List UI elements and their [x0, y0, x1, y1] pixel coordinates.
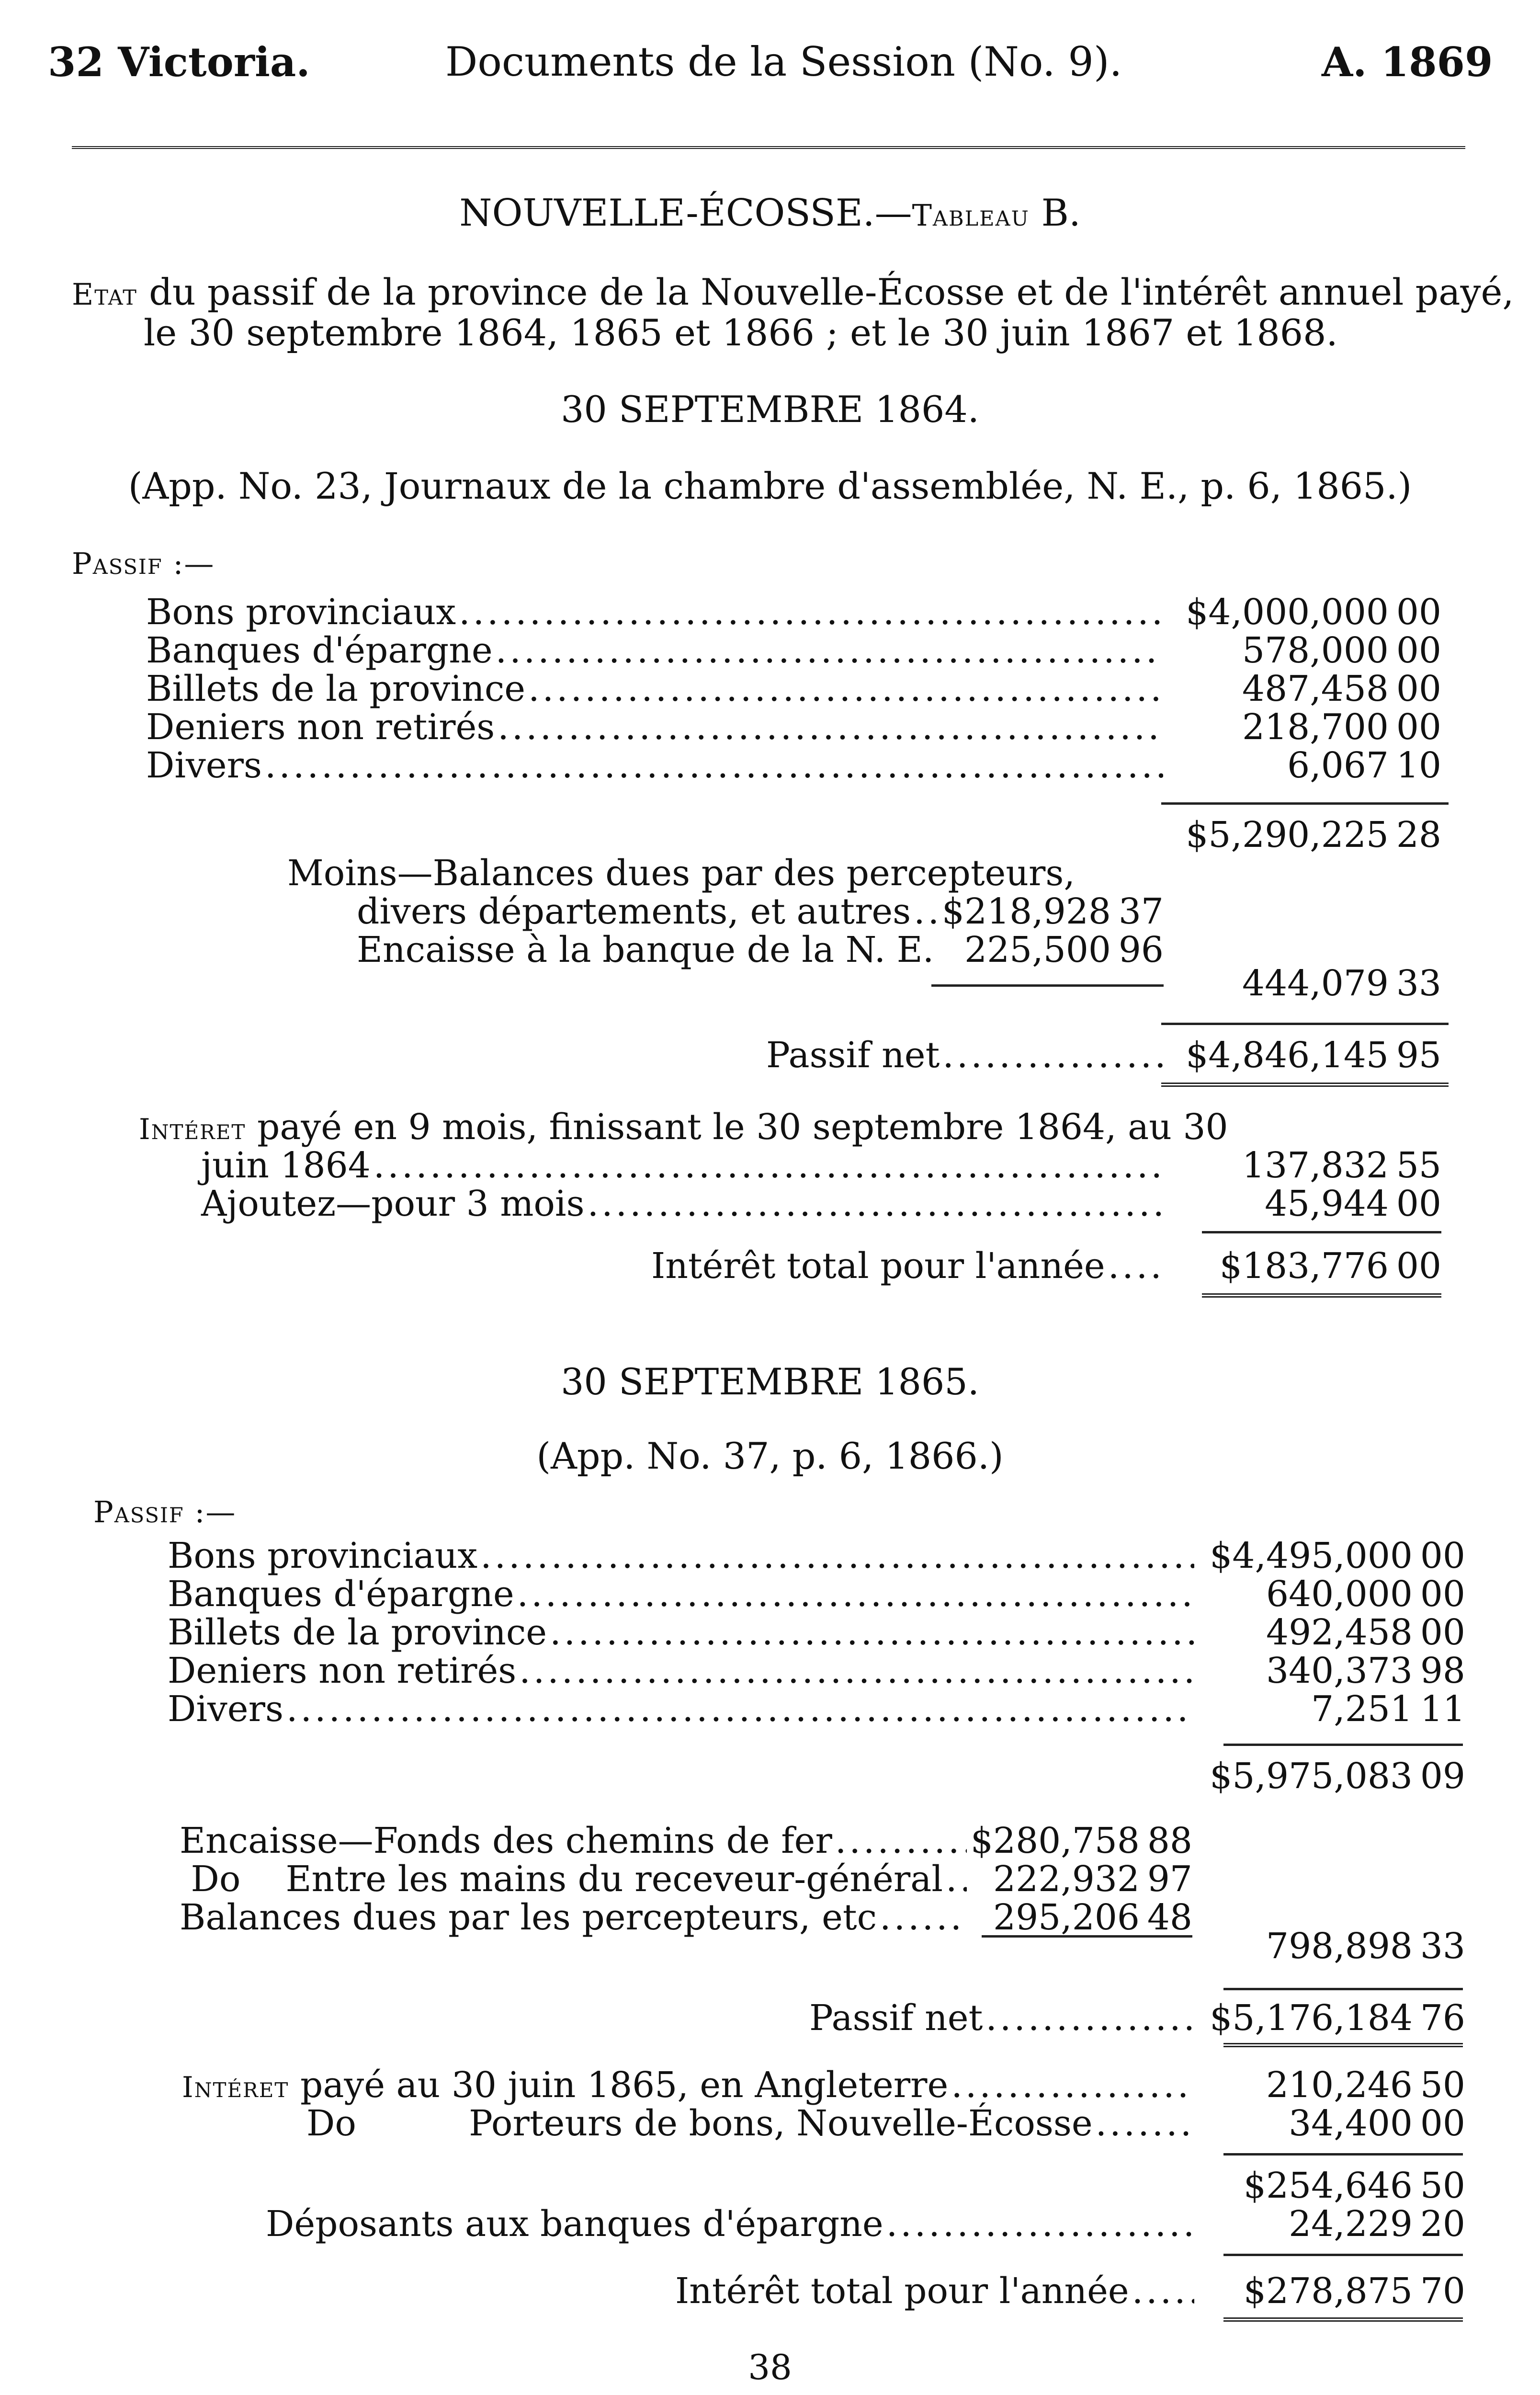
section1-net-row	[766, 1035, 1168, 1076]
leader-dots	[374, 1145, 1163, 1186]
section2-deduction-total-cents: 33	[1420, 1926, 1465, 1967]
section1-interest-amount	[1116, 1183, 1441, 1224]
section1-item-cents: 10	[1396, 745, 1441, 786]
section1-source: (App. No. 23, Journaux de la chambre d'assemblée, N. E., p. 6, 1865.)	[128, 465, 1412, 507]
section1-deduction-amount	[838, 929, 1164, 970]
leader-dots	[498, 707, 1163, 748]
section1-deduction-label: divers départements, et autres	[357, 891, 911, 932]
section2-deduction-cents: 97	[1147, 1859, 1192, 1900]
header-document-title: Documents de la Session (No. 9).	[445, 38, 1122, 85]
leader-dots	[480, 1535, 1194, 1576]
section2-interest-label: Do Porteurs de bons, Nouvelle-Écosse	[306, 2103, 1093, 2144]
section2-item-cents: 00	[1420, 1612, 1465, 1653]
section1-item-cents: 00	[1396, 592, 1441, 633]
section2-heading: 30 SEPTEMBRE 1865.	[561, 1360, 979, 1403]
section2-item-label: Bons provinciaux	[168, 1535, 478, 1576]
section2-item-label: Divers	[168, 1688, 283, 1730]
intro-line1-text: du passif de la province de la Nouvelle-Écosse et de l'intérêt annuel payé,	[137, 271, 1514, 313]
section1-net-dollars: $4,846,145	[1186, 1035, 1389, 1076]
section2-deduction-amount	[867, 1859, 1192, 1900]
section1-item-cents: 00	[1396, 630, 1441, 671]
section2-total-row	[675, 2270, 1197, 2312]
section2-net-label: Passif net	[809, 1997, 983, 2039]
leader-dots	[528, 668, 1163, 709]
section1-interest-label: Ajoutez—pour 3 mois	[201, 1183, 585, 1224]
section2-net-dollars: $5,176,184	[1210, 1997, 1413, 2039]
section1-item-amount	[1116, 745, 1441, 786]
page-number: 38	[748, 2347, 792, 2387]
table-title	[0, 192, 1540, 235]
section2-item-cents: 11	[1420, 1688, 1465, 1730]
section2-interest-subtotal-dollars: $254,646	[1243, 2165, 1413, 2206]
section1-item-row	[146, 592, 1166, 633]
section1-item-label: Deniers non retirés	[146, 707, 495, 748]
section2-item-dollars: 7,251	[1311, 1688, 1413, 1730]
section2-net-rule	[1223, 1988, 1463, 1990]
section1-heading: 30 SEPTEMBRE 1864.	[561, 388, 979, 431]
section1-interest-row	[201, 1145, 1166, 1186]
section1-item-dollars: 487,458	[1242, 668, 1389, 709]
section1-net-label: Passif net	[766, 1035, 940, 1076]
section1-subtotal-rule	[1161, 802, 1449, 805]
section1-item-dollars: 6,067	[1287, 745, 1389, 786]
section1-item-amount	[1116, 707, 1441, 748]
leader-dots	[496, 630, 1163, 671]
section1-deduction-amount	[838, 891, 1164, 932]
leader-dots	[517, 1574, 1194, 1615]
section1-interest-amount	[1116, 1145, 1441, 1186]
section2-total-cents: 70	[1420, 2270, 1465, 2312]
section1-deduction-label: Encaisse à la banque de la N. E.	[357, 929, 934, 970]
section2-deduction-dollars: 295,206	[993, 1897, 1140, 1938]
section2-deduction-label: Do Entre les mains du receveur-général	[180, 1859, 943, 1900]
section2-item-amount	[1140, 1688, 1465, 1730]
section2-interest-dollars: 34,400	[1289, 2103, 1413, 2144]
section1-item-row	[146, 630, 1166, 671]
section2-deposants-cents: 20	[1420, 2203, 1465, 2245]
section1-total-double-rule	[1202, 1293, 1441, 1298]
section1-deduction-total-cents: 33	[1396, 963, 1441, 1004]
section2-item-row	[168, 1574, 1197, 1615]
section2-deduction-label: Balances dues par les percepteurs, etc	[180, 1897, 877, 1938]
section2-item-amount	[1140, 1650, 1465, 1691]
leader-dots	[459, 592, 1163, 633]
section1-item-row	[146, 745, 1166, 786]
section2-item-row	[168, 1650, 1197, 1691]
section2-interest-subtotal	[1140, 2165, 1465, 2206]
section2-interest-cents: 50	[1420, 2064, 1465, 2106]
section2-deduction-cents: 88	[1147, 1820, 1192, 1861]
section2-subtotal-cents: 09	[1420, 1756, 1465, 1797]
section1-interest-lead: Intéret	[139, 1113, 246, 1146]
intro-line-1	[72, 271, 1514, 313]
section2-deposants-amount	[1140, 2203, 1465, 2245]
section2-total-dollars: $278,875	[1243, 2270, 1413, 2312]
section1-item-amount	[1116, 630, 1441, 671]
section1-total-label: Intérêt total pour l'année	[651, 1245, 1105, 1287]
section1-total-row	[651, 1245, 1166, 1287]
section2-item-amount	[1140, 1574, 1465, 1615]
intro-lead: Etat	[72, 277, 137, 312]
section1-total	[1116, 1245, 1441, 1287]
section1-deduction-dollars: 225,500	[964, 929, 1111, 970]
section2-deposants-row	[266, 2203, 1197, 2245]
section2-interest-subtotal-rule	[1223, 2153, 1463, 2156]
section2-item-cents: 00	[1420, 1574, 1465, 1615]
section1-interest-dollars: 137,832	[1242, 1145, 1389, 1186]
section2-deduction-row	[180, 1897, 970, 1938]
section2-interest-amount	[1140, 2103, 1465, 2144]
section2-interest-row	[182, 2064, 1197, 2106]
section1-net-cents: 95	[1396, 1035, 1441, 1076]
section2-item-dollars: 492,458	[1266, 1612, 1413, 1653]
section1-deduction-total	[1116, 963, 1441, 1004]
section1-item-dollars: $4,000,000	[1186, 592, 1389, 633]
section2-item-dollars: 340,373	[1266, 1650, 1413, 1691]
section1-deduction-cents: 37	[1118, 891, 1164, 932]
section2-net-row	[809, 1997, 1197, 2039]
section2-subtotal-rule	[1223, 1744, 1463, 1746]
section2-subtotal	[1140, 1756, 1465, 1797]
section1-interest-dollars: 45,944	[1265, 1183, 1389, 1224]
section1-deduction-cents: 96	[1118, 929, 1164, 970]
section2-deduction-dollars: $280,758	[970, 1820, 1140, 1861]
section2-item-label: Deniers non retirés	[168, 1650, 517, 1691]
section1-item-cents: 00	[1396, 707, 1441, 748]
section2-deduction-row	[180, 1859, 970, 1900]
section1-item-amount	[1116, 592, 1441, 633]
section2-item-cents: 98	[1420, 1650, 1465, 1691]
section2-total-double-rule	[1223, 2317, 1463, 2322]
section2-deduction-label: Encaisse—Fonds des chemins de fer	[180, 1820, 832, 1861]
section1-item-label: Billets de la province	[146, 668, 526, 709]
section2-item-dollars: $4,495,000	[1210, 1535, 1413, 1576]
section2-deduction-total-dollars: 798,898	[1266, 1926, 1413, 1967]
header-rule	[72, 146, 1465, 149]
section2-interest-cents: 00	[1420, 2103, 1465, 2144]
section2-total	[1140, 2270, 1465, 2312]
header-year: A. 1869	[1322, 38, 1493, 86]
section2-item-amount	[1140, 1612, 1465, 1653]
leader-dots	[265, 745, 1163, 786]
section1-deduction-dollars: $218,928	[941, 891, 1111, 932]
section2-item-cents: 00	[1420, 1535, 1465, 1576]
section1-interest-row	[201, 1183, 1166, 1224]
section1-item-dollars: 578,000	[1242, 630, 1389, 671]
section2-interest-label: payé au 30 juin 1865, en Angleterre	[289, 2064, 949, 2106]
section2-deduction-amount	[867, 1820, 1192, 1861]
section2-interest-amount	[1140, 2064, 1465, 2106]
section2-item-label: Billets de la province	[168, 1612, 547, 1653]
section2-item-label: Banques d'épargne	[168, 1574, 514, 1615]
section1-item-row	[146, 707, 1166, 748]
section1-passif-label: Passif :—	[72, 546, 215, 581]
section1-interest-line1: payé en 9 mois, finissant le 30 septembre 1864, au 30	[246, 1106, 1228, 1148]
section2-interest-lead: Intéret	[182, 2071, 289, 2104]
section1-item-label: Divers	[146, 745, 262, 786]
section1-subtotal	[1116, 814, 1441, 855]
section2-item-row	[168, 1535, 1197, 1576]
section2-item-amount	[1140, 1535, 1465, 1576]
section2-net	[1140, 1997, 1465, 2039]
section1-item-label: Bons provinciaux	[146, 592, 456, 633]
title-tableau: Tableau	[912, 198, 1030, 233]
section2-net-double-rule	[1223, 2043, 1463, 2047]
section2-deduction-row	[180, 1820, 970, 1861]
section1-moins-line: Moins—Balances dues par des percepteurs,	[287, 853, 1075, 894]
section2-deduction-cents: 48	[1147, 1897, 1192, 1938]
section2-deposants-dollars: 24,229	[1289, 2203, 1413, 2245]
section2-deduction-dollars: 222,932	[993, 1859, 1140, 1900]
section2-interest-subtotal-cents: 50	[1420, 2165, 1465, 2206]
section1-net	[1116, 1035, 1441, 1076]
section1-item-row	[146, 668, 1166, 709]
section1-item-dollars: 218,700	[1242, 707, 1389, 748]
title-main: NOUVELLE-ÉCOSSE.—	[459, 192, 912, 235]
section2-source: (App. No. 37, p. 6, 1866.)	[536, 1435, 1004, 1477]
section2-item-row	[168, 1612, 1197, 1653]
section1-deduction-total-dollars: 444,079	[1242, 963, 1389, 1004]
section1-net-double-rule	[1161, 1083, 1449, 1087]
leader-dots	[286, 1688, 1194, 1730]
section1-subtotal-cents: 28	[1396, 814, 1441, 855]
leader-dots	[588, 1183, 1163, 1224]
section1-interest-cents: 00	[1396, 1183, 1441, 1224]
title-tableau-letter: B.	[1041, 192, 1081, 235]
section2-item-dollars: 640,000	[1266, 1574, 1413, 1615]
section2-total-rule	[1223, 2254, 1463, 2256]
section1-net-rule	[1161, 1023, 1449, 1025]
section1-interest-cents: 55	[1396, 1145, 1441, 1186]
section2-interest-dollars: 210,246	[1266, 2064, 1413, 2106]
section1-total-cents: 00	[1396, 1245, 1441, 1287]
leader-dots	[550, 1612, 1194, 1653]
section1-item-cents: 00	[1396, 668, 1441, 709]
section2-deduction-total	[1140, 1926, 1465, 1967]
section1-interest-line	[139, 1106, 1228, 1148]
section2-total-label: Intérêt total pour l'année	[675, 2270, 1129, 2312]
intro-line-2: le 30 septembre 1864, 1865 et 1866 ; et le 30 juin 1867 et 1868.	[144, 311, 1338, 354]
section1-item-amount	[1116, 668, 1441, 709]
section1-total-dollars: $183,776	[1219, 1245, 1389, 1287]
section1-total-rule	[1202, 1231, 1441, 1233]
section2-subtotal-dollars: $5,975,083	[1210, 1756, 1413, 1797]
header-session-year: 32 Victoria.	[48, 38, 310, 86]
section1-subtotal-dollars: $5,290,225	[1186, 814, 1389, 855]
leader-dots	[519, 1650, 1194, 1691]
section2-deposants-label: Déposants aux banques d'épargne	[266, 2203, 883, 2245]
section2-net-cents: 76	[1420, 1997, 1465, 2039]
section2-passif-label: Passif :—	[93, 1494, 237, 1529]
section1-item-label: Banques d'épargne	[146, 630, 493, 671]
section1-interest-label: juin 1864	[201, 1145, 371, 1186]
section2-interest-row	[306, 2103, 1197, 2144]
section2-item-row	[168, 1688, 1197, 1730]
